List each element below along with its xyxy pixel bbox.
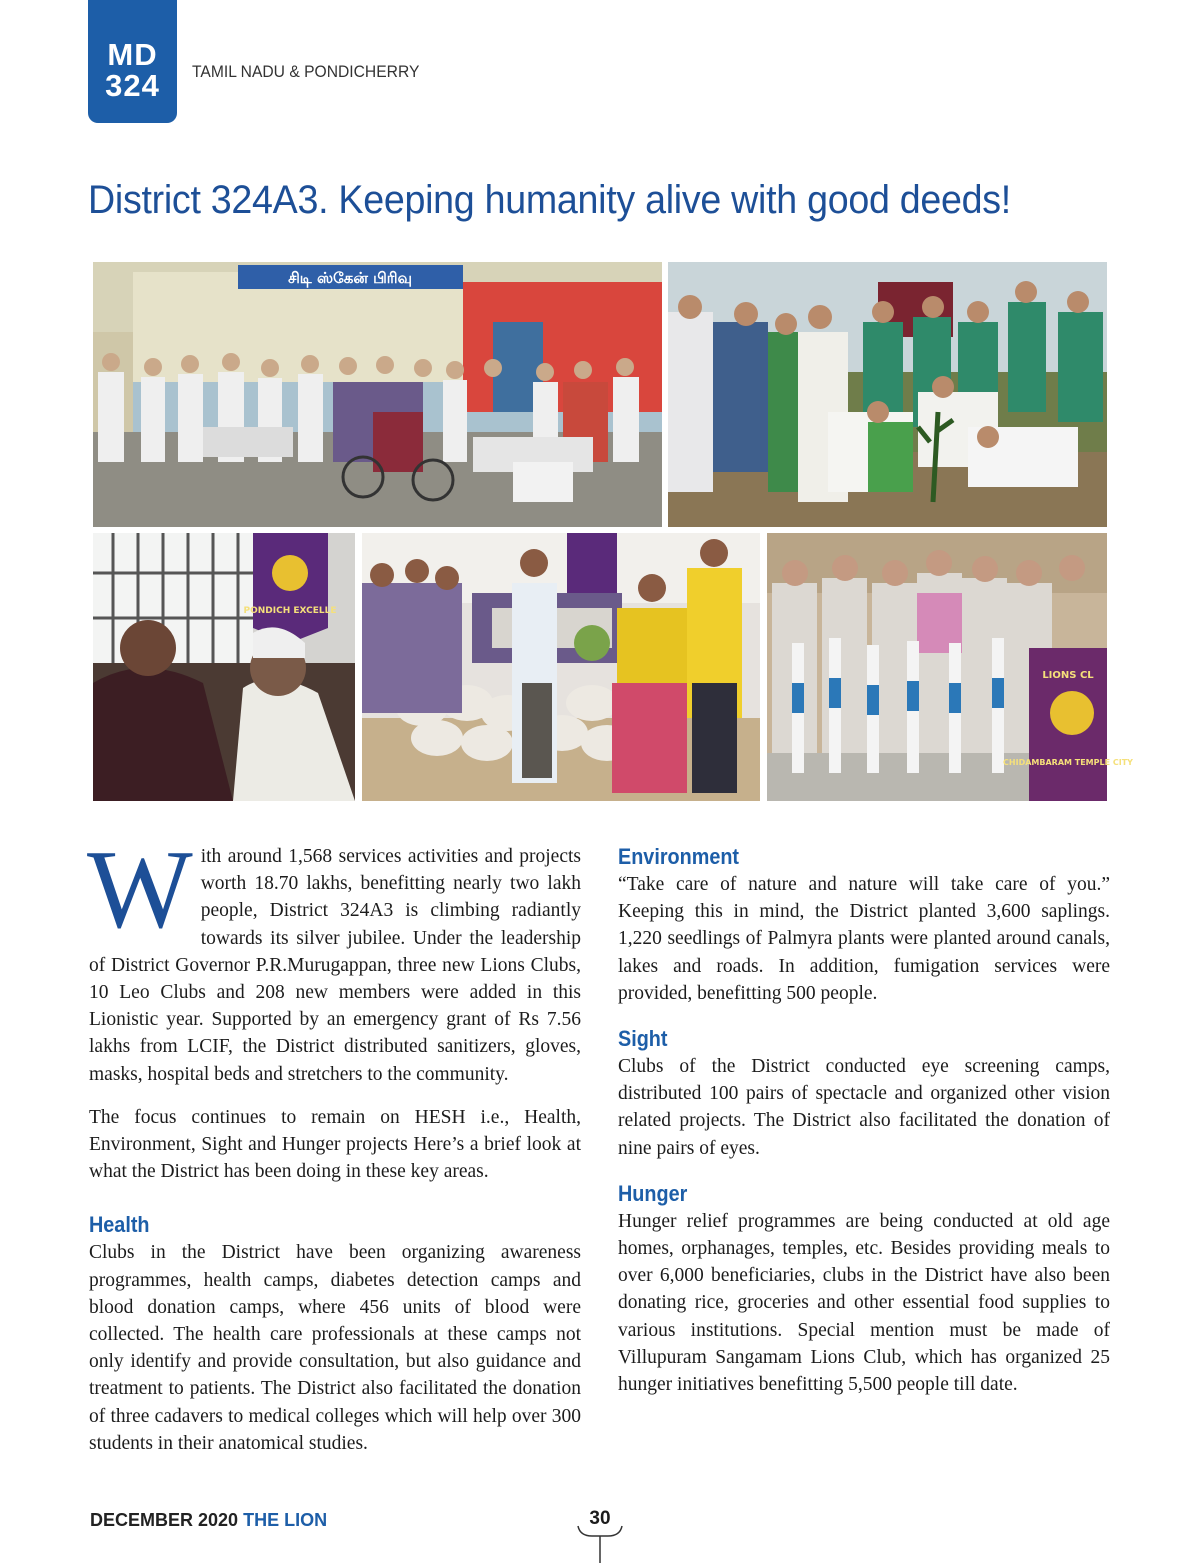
photo-equipment-donation xyxy=(93,262,662,527)
photo-tree-planting xyxy=(668,262,1107,527)
banner-text: PONDICH EXCELLE xyxy=(243,606,337,616)
tab-number: 324 xyxy=(105,68,160,103)
page-number: 30 xyxy=(589,1508,611,1529)
left-column xyxy=(87,828,581,1473)
health-heading: Health xyxy=(89,1212,150,1238)
photo-sanitizer-stands xyxy=(767,533,1133,801)
hunger-text: Hunger relief programmes are being conducted at old age homes, orphanages, temples, etc. Besides providing meals to over 6,000 beneficiaries, clubs in the District have also been donating rice, groceries and other essential food supplies to various institutions. Special mention must be made of Villupuram Sangamam Lions Club, which has organized 25 hunger initiatives benefitting 5,500 people till date. xyxy=(618,1210,1110,1396)
magazine-name: THE LION xyxy=(243,1510,328,1530)
drop-cap: W xyxy=(87,828,193,952)
hesh-paragraph: The focus continues to remain on HESH i.e., Health, Environment, Sight and Hunger projects Here’s a brief look at what the District has been doing in these key areas. xyxy=(89,1106,581,1183)
tab-md: MD xyxy=(107,37,158,72)
photo-eye-screening xyxy=(93,533,355,801)
right-column xyxy=(618,843,1110,1414)
banner-top-text: LIONS CL xyxy=(1042,670,1094,681)
issue-date: DECEMBER 2020 xyxy=(90,1510,239,1530)
environment-heading: Environment xyxy=(618,844,740,869)
article-headline: District 324A3. Keeping humanity alive with good deeds! xyxy=(88,178,1011,222)
sight-text: Clubs of the District conducted eye screening camps, distributed 100 pairs of spectacle and organized other vision related projects. The District also facilitated the donation of nine pairs of eyes. xyxy=(618,1056,1110,1159)
photo-grocery-distribution xyxy=(362,533,760,801)
district-tab xyxy=(88,0,177,123)
intro-paragraph xyxy=(87,828,581,1088)
hunger-heading: Hunger xyxy=(618,1180,688,1206)
region-label: TAMIL NADU & PONDICHERRY xyxy=(192,62,420,81)
intro-text: ith around 1,568 services activities and projects worth 18.70 lakhs, benefitting nearly two lakh people, District 324A3 is climbing radiantly towards its silver jubilee. Under the leadership of District Governor P.R.Murugappan, three new Lions Clubs, 10 Leo Clubs and 208 new members were added in this Lionistic year. Supported by an emergency grant of Rs 7.56 lakhs from LCIF, the District distributed sanitizers, gloves, masks, hospital beds and stretchers to the community. xyxy=(89,846,581,1085)
health-text: Clubs in the District have been organizing awareness programmes, health camps, diabetes detection camps and blood donation camps, where 456 units of blood were collected. The health care professionals at these camps not only identify and provide consultation, but also guidance and treatment to patients. The District also facilitated the donation of three cadavers to medical colleges which will help over 300 students in their anatomical studies. xyxy=(89,1242,581,1454)
banner-bottom-text: CHIDAMBARAM TEMPLE CITY xyxy=(1003,758,1133,767)
environment-text: “Take care of nature and nature will take care of you.” Keeping this in mind, the District planted 3,600 saplings. 1,220 seedlings of Palmyra plants were planted around canals, lakes and roads. In addition, fumigation services were provided, benefitting 500 people. xyxy=(618,874,1110,1004)
sign-text: சிடி ஸ்கேன் பிரிவு xyxy=(288,269,412,287)
sight-heading: Sight xyxy=(618,1026,668,1052)
page-marker-icon xyxy=(574,1526,626,1563)
footer-issue xyxy=(90,1510,327,1531)
